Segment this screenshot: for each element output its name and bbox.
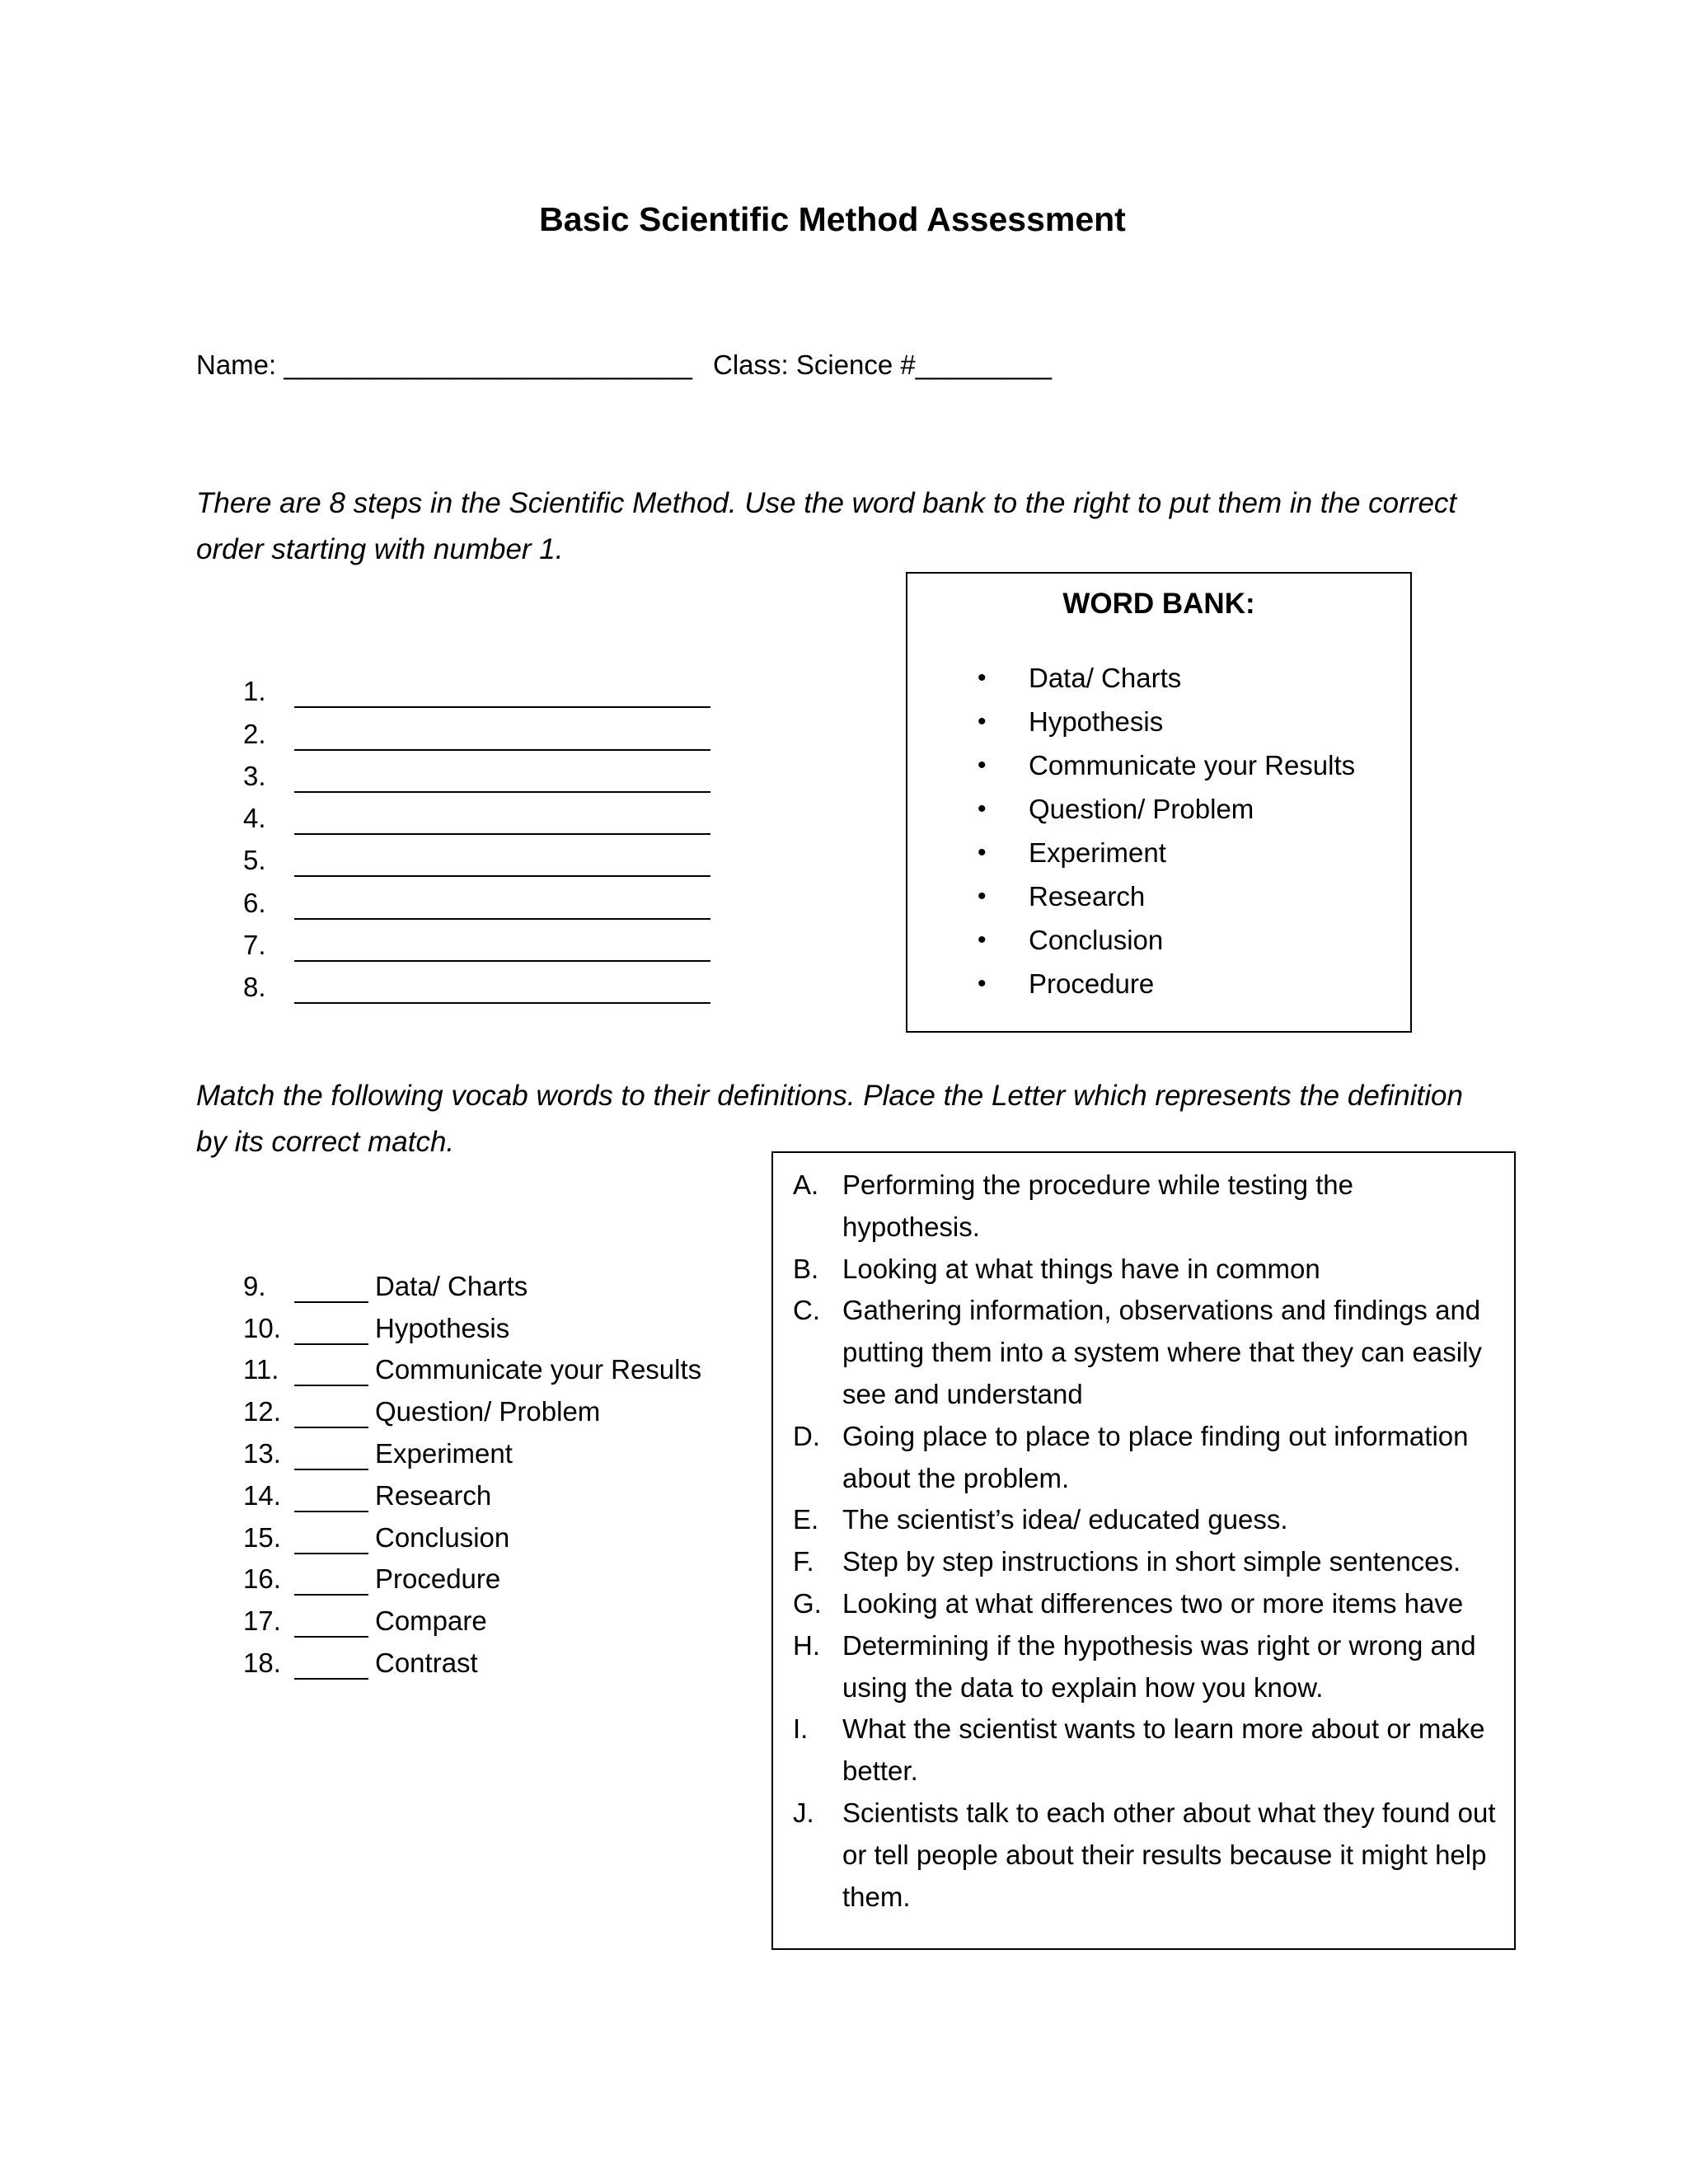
vocab-row[interactable] xyxy=(243,1386,701,1428)
definition-item xyxy=(793,1583,1498,1625)
word-bank-word: Conclusion xyxy=(1029,924,1164,955)
vocab-word: Research xyxy=(375,1479,492,1511)
step-number: 2. xyxy=(243,718,266,749)
step-answer-line[interactable] xyxy=(294,677,710,708)
step-row[interactable] xyxy=(243,793,710,835)
page-title: Basic Scientific Method Assessment xyxy=(539,200,1126,238)
definition-item xyxy=(793,1793,1498,1918)
definitions-box xyxy=(771,1151,1516,1950)
vocab-number: 16. xyxy=(243,1563,281,1595)
word-bank-word: Data/ Charts xyxy=(1029,662,1182,693)
step-answer-line[interactable] xyxy=(294,972,710,1004)
definition-text: Step by step instructions in short simple sentences. xyxy=(842,1546,1461,1577)
word-bank-word: Experiment xyxy=(1029,837,1166,868)
word-bank-title: WORD BANK: xyxy=(1062,588,1255,620)
word-bank-item xyxy=(907,831,1355,874)
word-bank-box xyxy=(906,572,1412,1033)
definition-text: Gathering information, observations and findings and putting them into a system where that they can easily see and understand xyxy=(842,1295,1482,1409)
vocab-row[interactable] xyxy=(243,1345,701,1387)
bullet-icon: • xyxy=(978,751,987,779)
word-bank-item xyxy=(907,656,1355,700)
vocab-number: 10. xyxy=(243,1312,281,1343)
vocab-number: 12. xyxy=(243,1396,281,1427)
vocab-number: 18. xyxy=(243,1647,281,1678)
definition-text: Looking at what differences two or more items have xyxy=(842,1587,1464,1619)
vocab-row[interactable] xyxy=(243,1470,701,1512)
section1-instructions: There are 8 steps in the Scientific Method. Use the word bank to the right to put them in the correct order starting with number 1. xyxy=(196,487,1457,565)
vocab-number: 17. xyxy=(243,1605,281,1637)
vocab-answer-blank[interactable] xyxy=(294,1525,368,1554)
step-answer-line[interactable] xyxy=(294,762,710,793)
step-row[interactable] xyxy=(243,666,710,708)
step-number: 4. xyxy=(243,803,266,834)
vocab-answer-blank[interactable] xyxy=(294,1566,368,1596)
definition-letter: C. xyxy=(793,1295,820,1326)
vocab-answer-blank[interactable] xyxy=(294,1315,368,1345)
step-number: 1. xyxy=(243,676,266,707)
word-bank-word: Research xyxy=(1029,880,1146,912)
step-answer-line[interactable] xyxy=(294,930,710,962)
definition-text: Scientists talk to each other about what they found out or tell people about their results because it might help them. xyxy=(842,1797,1496,1912)
step-number: 6. xyxy=(243,887,266,918)
word-bank-item xyxy=(907,787,1355,831)
vocab-row[interactable] xyxy=(243,1596,701,1638)
step-number: 3. xyxy=(243,760,266,791)
word-bank-word: Hypothesis xyxy=(1029,705,1164,737)
class-field[interactable]: Class: Science #_________ xyxy=(713,349,1052,380)
definition-text: Determining if the hypothesis was right or wrong and using the data to explain how you know. xyxy=(842,1629,1476,1703)
step-row[interactable] xyxy=(243,835,710,877)
vocab-row[interactable] xyxy=(243,1554,701,1596)
vocab-answer-blank[interactable] xyxy=(294,1399,368,1428)
word-bank-item xyxy=(907,918,1355,962)
bullet-icon: • xyxy=(978,969,987,997)
definition-letter: B. xyxy=(793,1253,819,1284)
definitions-list xyxy=(793,1165,1498,1918)
step-number: 5. xyxy=(243,845,266,876)
step-number: 7. xyxy=(243,930,266,961)
definition-item xyxy=(793,1290,1498,1415)
vocab-number: 9. xyxy=(243,1270,266,1301)
definition-item xyxy=(793,1541,1498,1583)
vocab-row[interactable] xyxy=(243,1428,701,1470)
name-field[interactable]: Name: ___________________________ xyxy=(196,349,692,380)
definition-letter: E. xyxy=(793,1504,819,1535)
step-row[interactable] xyxy=(243,920,710,962)
word-bank-word: Question/ Problem xyxy=(1029,793,1254,824)
word-bank-item xyxy=(907,700,1355,743)
vocab-answer-blank[interactable] xyxy=(294,1357,368,1386)
vocab-word: Compare xyxy=(375,1605,487,1637)
vocab-number: 11. xyxy=(243,1354,279,1385)
vocab-answer-blank[interactable] xyxy=(294,1483,368,1512)
definition-letter: A. xyxy=(793,1169,819,1200)
vocab-word: Question/ Problem xyxy=(375,1396,601,1427)
vocab-word: Conclusion xyxy=(375,1521,510,1553)
definition-text: What the scientist wants to learn more about or make better. xyxy=(842,1713,1485,1787)
vocab-row[interactable] xyxy=(243,1303,701,1345)
definition-item xyxy=(793,1416,1498,1500)
bullet-icon: • xyxy=(978,794,987,823)
vocab-number: 13. xyxy=(243,1437,281,1469)
step-answer-line[interactable] xyxy=(294,888,710,920)
step-answer-line[interactable] xyxy=(294,719,710,751)
steps-list xyxy=(243,666,710,1004)
vocab-word: Hypothesis xyxy=(375,1312,510,1343)
vocab-answer-blank[interactable] xyxy=(294,1608,368,1638)
vocab-answer-blank[interactable] xyxy=(294,1441,368,1470)
bullet-icon: • xyxy=(978,663,987,691)
word-bank-item xyxy=(907,962,1355,1005)
definition-text: Going place to place to place finding out information about the problem. xyxy=(842,1420,1469,1493)
vocab-list xyxy=(243,1261,701,1680)
definition-item xyxy=(793,1625,1498,1709)
vocab-row[interactable] xyxy=(243,1261,701,1303)
bullet-icon: • xyxy=(978,707,987,735)
definition-letter: J. xyxy=(793,1797,814,1828)
definition-letter: H. xyxy=(793,1629,820,1661)
definition-text: The scientist’s idea/ educated guess. xyxy=(842,1504,1288,1535)
word-bank-item xyxy=(907,743,1355,787)
step-row[interactable] xyxy=(243,751,710,793)
vocab-word: Communicate your Results xyxy=(375,1354,702,1385)
word-bank-list xyxy=(907,656,1355,1005)
step-number: 8. xyxy=(243,972,266,1003)
vocab-row[interactable] xyxy=(243,1638,701,1680)
definition-item xyxy=(793,1249,1498,1291)
definition-text: Performing the procedure while testing the hypothesis. xyxy=(842,1169,1354,1242)
definition-letter: D. xyxy=(793,1420,820,1451)
bullet-icon: • xyxy=(978,926,987,954)
step-row[interactable] xyxy=(243,708,710,750)
vocab-answer-blank[interactable] xyxy=(294,1273,368,1303)
vocab-row[interactable] xyxy=(243,1512,701,1554)
bullet-icon: • xyxy=(978,882,987,910)
word-bank-word: Procedure xyxy=(1029,968,1155,999)
vocab-number: 14. xyxy=(243,1479,281,1511)
definition-item xyxy=(793,1708,1498,1793)
step-answer-line[interactable] xyxy=(294,846,710,877)
definition-letter: I. xyxy=(793,1713,809,1745)
vocab-word: Experiment xyxy=(375,1437,513,1469)
word-bank-word: Communicate your Results xyxy=(1029,749,1356,780)
step-row[interactable] xyxy=(243,877,710,919)
vocab-word: Contrast xyxy=(375,1647,478,1678)
vocab-word: Procedure xyxy=(375,1563,501,1595)
word-bank-item xyxy=(907,874,1355,918)
definition-letter: F. xyxy=(793,1546,814,1577)
definition-item xyxy=(793,1165,1498,1249)
definition-item xyxy=(793,1499,1498,1541)
vocab-answer-blank[interactable] xyxy=(294,1650,368,1680)
vocab-number: 15. xyxy=(243,1521,281,1553)
step-row[interactable] xyxy=(243,962,710,1004)
bullet-icon: • xyxy=(978,838,987,866)
vocab-word: Data/ Charts xyxy=(375,1270,528,1301)
definition-letter: G. xyxy=(793,1587,822,1619)
section2-instructions: Match the following vocab words to their definitions. Place the Letter which represents the definition by its correct match. xyxy=(196,1080,1463,1158)
definition-text: Looking at what things have in common xyxy=(842,1253,1320,1284)
step-answer-line[interactable] xyxy=(294,804,710,835)
